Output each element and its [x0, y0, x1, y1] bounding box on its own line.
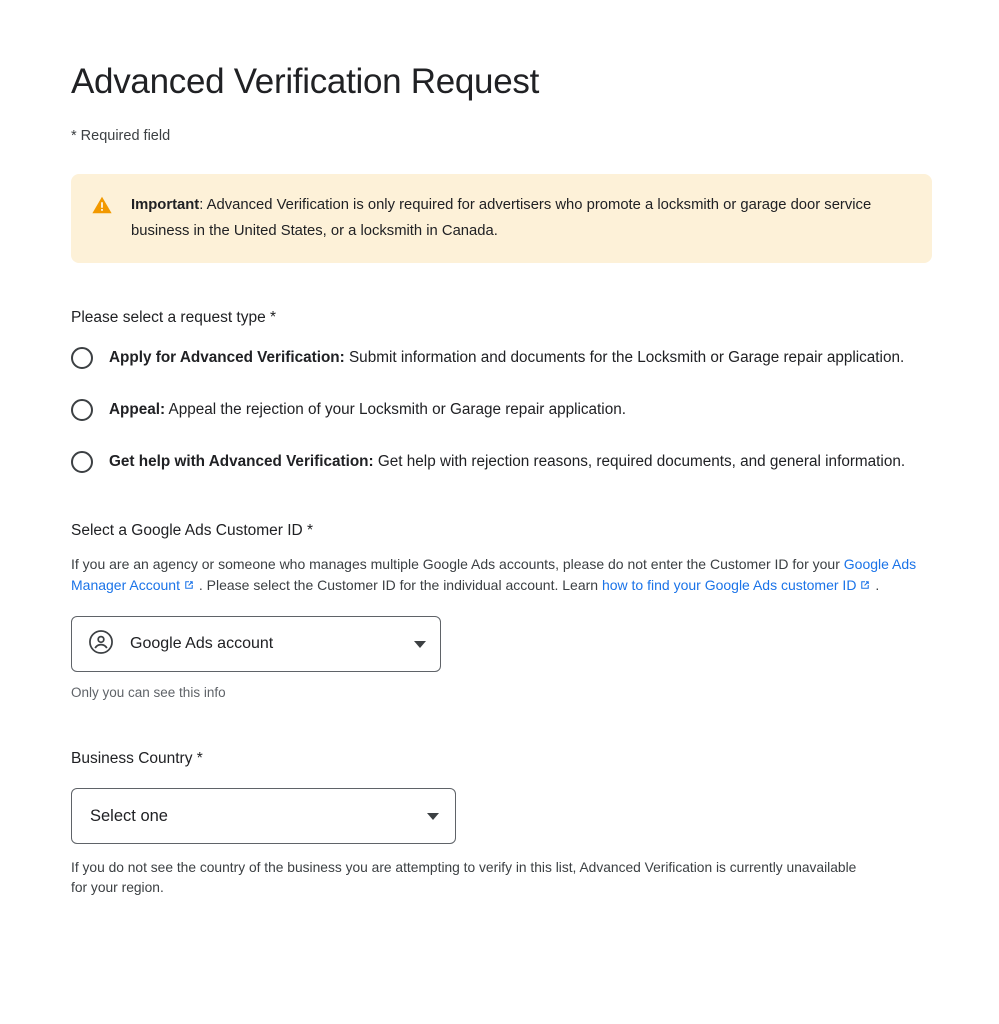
radio-label-get-help: [109, 449, 905, 474]
radio-desc-appeal: Appeal the rejection of your Locksmith or Garage repair application.: [165, 401, 626, 418]
chevron-down-icon-country[interactable]: [427, 813, 439, 820]
business-country-section: [71, 748, 935, 898]
radio-title-appeal: Appeal:: [109, 401, 166, 418]
radio-desc-apply: Submit information and documents for the Locksmith or Garage repair application.: [344, 349, 905, 366]
manager-account-link[interactable]: Google Ads Manager Account: [71, 556, 917, 593]
external-link-icon-2: [859, 576, 871, 597]
radio-title-get-help: Get help with Advanced Verification:: [109, 453, 374, 470]
request-type-radio-group: [71, 345, 935, 474]
customer-id-label: Select a Google Ads Customer ID *: [71, 522, 314, 539]
radio-title-apply: Apply for Advanced Verification:: [109, 349, 345, 366]
radio-button-apply[interactable]: [71, 347, 93, 369]
customer-id-section: [71, 520, 935, 702]
account-circle-icon: [88, 629, 114, 660]
important-callout: [71, 174, 932, 263]
page-title: Advanced Verification Request: [71, 62, 539, 101]
required-field-note: * Required field: [71, 128, 171, 144]
privacy-note: Only you can see this info: [71, 685, 226, 700]
radio-option-appeal[interactable]: [71, 397, 935, 422]
request-type-section: [71, 307, 935, 474]
radio-option-get-help[interactable]: [71, 449, 935, 474]
chevron-down-icon[interactable]: [414, 641, 426, 648]
radio-option-apply[interactable]: [71, 345, 935, 370]
help-text-part2: . Please select the Customer ID for the individual account. Learn: [194, 577, 602, 593]
request-type-label: Please select a request type *: [71, 309, 277, 326]
business-country-select[interactable]: [71, 788, 456, 844]
google-ads-account-value: Google Ads account: [130, 635, 274, 652]
business-country-value: Select one: [90, 806, 168, 825]
help-text-part1: If you are an agency or someone who manages multiple Google Ads accounts, please do not enter the Customer ID for your: [71, 556, 844, 572]
customer-id-help-text: [71, 554, 931, 597]
warning-triangle-icon: [91, 194, 113, 221]
radio-button-appeal[interactable]: [71, 399, 93, 421]
find-customer-id-link[interactable]: how to find your Google Ads customer ID: [601, 577, 857, 593]
external-link-icon: [183, 576, 195, 597]
help-text-part3: .: [871, 577, 880, 593]
radio-desc-get-help: Get help with rejection reasons, required documents, and general information.: [373, 453, 906, 470]
google-ads-account-select[interactable]: [71, 616, 441, 672]
radio-label-apply: [109, 345, 904, 370]
business-country-label: Business Country *: [71, 750, 203, 767]
business-country-note: If you do not see the country of the business you are attempting to verify in this list, Advanced Verification is currently unavailable for your region.: [71, 860, 857, 895]
callout-body: : Advanced Verification is only required for advertisers who promote a locksmith or garage door service business in the United States, or a locksmith in Canada.: [131, 197, 872, 239]
radio-label-appeal: [109, 397, 626, 422]
callout-text: [131, 192, 912, 244]
callout-lead: Important: [131, 197, 200, 213]
radio-button-get-help[interactable]: [71, 451, 93, 473]
